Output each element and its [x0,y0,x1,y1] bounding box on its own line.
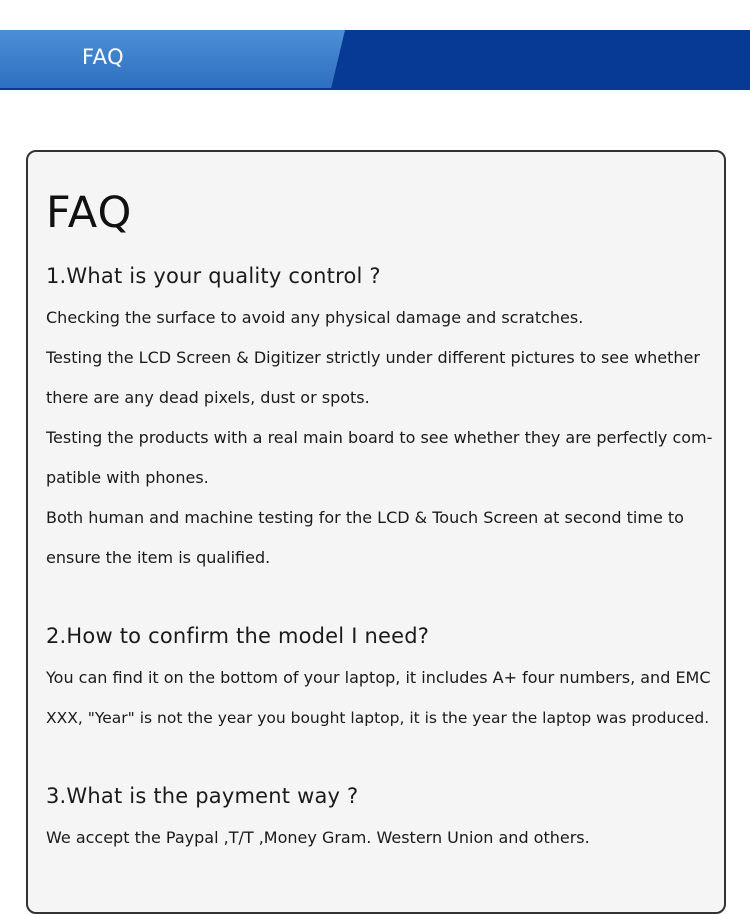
faq-answer-1-line-2: Testing the LCD Screen & Digitizer strictly under different pictures to see whether [46,348,700,367]
faq-question-2: 2.How to confirm the model I need? [46,624,430,648]
faq-answer-1-line-5: patible with phones. [46,468,209,487]
faq-card [26,150,726,914]
faq-answer-1-line-1: Checking the surface to avoid any physical damage and scratches. [46,308,584,327]
faq-question-1: 1.What is your quality control ? [46,264,381,288]
header-tab [0,30,345,88]
faq-title: FAQ [46,188,133,238]
faq-question-3: 3.What is the payment way ? [46,784,359,808]
faq-answer-3-line-1: We accept the Paypal ,T/T ,Money Gram. Western Union and others. [46,828,590,847]
faq-answer-1-line-6: Both human and machine testing for the LCD & Touch Screen at second time to [46,508,684,527]
faq-answer-1-line-4: Testing the products with a real main board to see whether they are perfectly com- [46,428,713,447]
faq-answer-2-line-1: You can find it on the bottom of your laptop, it includes A+ four numbers, and EMC [46,668,711,687]
faq-answer-1-line-7: ensure the item is qualified. [46,548,271,567]
header-banner [0,30,750,90]
header-title: FAQ [82,45,125,69]
faq-answer-1-line-3: there are any dead pixels, dust or spots. [46,388,370,407]
faq-answer-2-line-2: XXX, "Year" is not the year you bought laptop, it is the year the laptop was produced. [46,709,710,727]
